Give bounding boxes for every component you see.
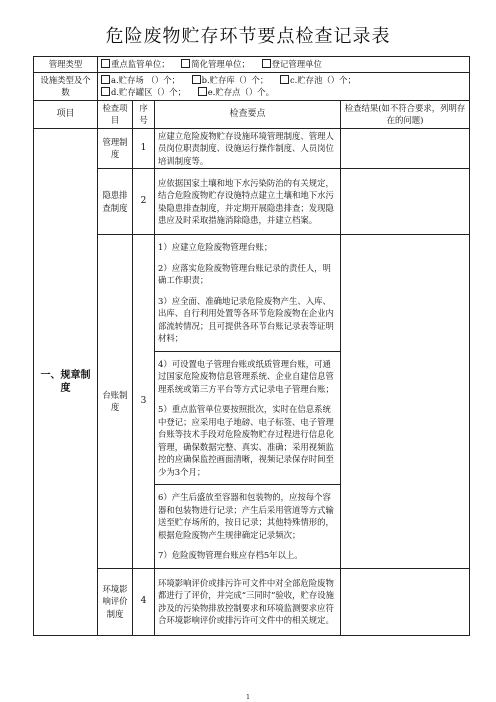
facility-type-row (34, 72, 470, 100)
checkbox-icon[interactable] (280, 75, 289, 84)
sub-item-label: 管理制度 (98, 128, 133, 169)
section-label: 一、规章制度 (34, 128, 98, 635)
sub-item-label: 台账制度 (98, 235, 133, 569)
checkbox-icon[interactable] (192, 75, 201, 84)
row-number: 3 (133, 235, 155, 569)
requirement-item: 5）重点监管单位要按照批次，实时在信息系统中登记；应采用电子地磅、电子标签、电子管理台账等技术手段对危险废物贮存过程进行信息化管理，确保数据完整、真实、准确；采用视频监控的应确保监控画面清晰，视频记录保存时间至少为3个月； (158, 404, 334, 477)
checkbox-icon[interactable] (101, 59, 110, 68)
requirement-item: 6）产生后盛放至容器和包装物的，应按每个容器和包装物进行记录；产生后采用管道等方式输送至贮存场所的，按日记录；其他特殊情形的，根据危险废物产生规律确定记录频次； (158, 492, 334, 540)
mgmt-option-key[interactable]: 重点监管单位； (101, 59, 170, 69)
facility-option-b[interactable]: b.贮存库（）个； (192, 75, 269, 85)
requirement-item: 4）可设置电子管理台账或纸质管理台账，可通过国家危险废物信息管理系统、企业自建信息管理系统或第三方平台等方式记录电子管理台账； (158, 358, 334, 394)
result-cell[interactable] (341, 169, 470, 235)
check-point-text: 环境影响评价或排污许可文件中对全部危险废物都进行了评价，并完成“三同时”验收，贮存设施涉及的污染物排放控制要求和环境监测要求应符合环境影响评价或排污许可文件中的相关规定。 (155, 568, 341, 635)
row-number: 2 (133, 169, 155, 235)
result-cell[interactable] (341, 235, 470, 569)
sub-item-label: 隐患排查制度 (98, 169, 133, 235)
table-row (34, 235, 470, 569)
requirement-item: 1）应建立危险废物管理台账； (158, 242, 273, 252)
mgmt-option-register[interactable]: 登记管理单位 (262, 59, 322, 69)
row-number: 1 (133, 128, 155, 169)
requirement-group (155, 352, 340, 486)
facility-option-c[interactable]: c.贮存池（）个； (280, 75, 356, 85)
header-result: 检查结果(如不符合要求，列明存在的问题) (341, 100, 470, 128)
header-row (34, 100, 470, 128)
table-row (34, 128, 470, 169)
facility-option-d[interactable]: d.贮存罐区（）个； (101, 87, 186, 97)
checkbox-icon[interactable] (101, 75, 110, 84)
facility-option-e[interactable]: e.贮存点（）个。 (198, 87, 274, 97)
requirement-group (155, 485, 340, 568)
requirement-item: 7）危险废物管理台账应存档5年以上。 (158, 550, 303, 560)
inspection-table (33, 56, 470, 636)
table-row (34, 169, 470, 235)
header-check-item: 检查项目 (98, 100, 133, 128)
checkbox-icon[interactable] (181, 59, 190, 68)
checkbox-icon[interactable] (198, 87, 207, 96)
page-title: 危险废物贮存环节要点检查记录表 (105, 26, 391, 47)
mgmt-option-simple[interactable]: 简化管理单位； (181, 59, 250, 69)
header-seq: 序号 (133, 100, 155, 128)
mgmt-type-options (98, 57, 470, 73)
sub-item-label: 环境影响评价制度 (98, 568, 133, 635)
check-point-text: 应依据国家土壤和地下水污染防治的有关规定，结合危险废物贮存设施特点建立土壤和地下水污染隐患排查制度，并定期开展隐患排查；发现隐患应及时采取措施消除隐患，并建立档案。 (155, 169, 341, 235)
header-points: 检查要点 (155, 100, 341, 128)
facility-type-options (98, 72, 470, 100)
checkbox-icon[interactable] (262, 59, 271, 68)
mgmt-type-label: 管理类型 (34, 57, 98, 73)
requirement-group (155, 235, 340, 352)
requirement-item: 2）应落实危险废物管理台账记录的责任人，明确工作职责； (158, 262, 331, 285)
table-row (34, 568, 470, 635)
row-number: 4 (133, 568, 155, 635)
mgmt-type-row (34, 57, 470, 73)
header-item: 项目 (34, 100, 98, 128)
requirement-item: 3）应全面、准确地记录危险废物产生、入库、出库、自行利用处置等各环节危险废物在企业内部流转情况；且可提供各环节台账记录表等证明材料； (158, 295, 334, 343)
result-cell[interactable] (341, 128, 470, 169)
page-number: 1 (246, 694, 250, 701)
check-point-text: 应建立危险废物贮存设施环境管理制度、管理人员岗位职责制度、设施运行操作制度、人员岗位培训制度等。 (155, 128, 341, 169)
facility-type-label: 设施类型及个数 (34, 72, 98, 100)
check-point-list (155, 235, 341, 569)
result-cell[interactable] (341, 568, 470, 635)
checkbox-icon[interactable] (101, 87, 110, 96)
facility-option-a[interactable]: a.贮存场 （）个； (101, 75, 180, 85)
